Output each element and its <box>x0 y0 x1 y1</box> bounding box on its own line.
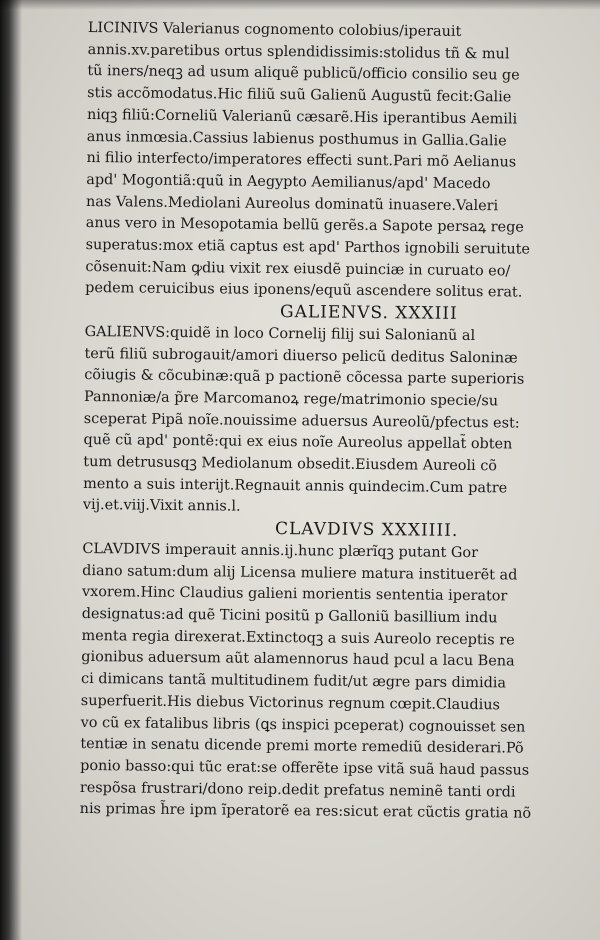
text-line: pedem ceruicibus eius iponens/equũ ascendere solitus erat. <box>85 280 523 302</box>
text-line: designatus:ad quẽ Ticini positũ p Galloniũ basillium indu <box>81 605 498 627</box>
text-line: Pannoniæ/a p̃re Marcomanoꝝ rege/matrimonio specie/su <box>83 388 499 410</box>
text-line: quẽ cũ apd' pontẽ:qui ex eius noĩe Aureolus appellat̃ obten <box>83 432 513 453</box>
text-line: vij.et.viij.Vixit annis.l. <box>82 497 241 516</box>
text-line: LICINIVS Valerianus cognomento colobius/iperauit <box>87 19 462 40</box>
page-top-shadow <box>0 0 600 10</box>
text-line: annis.xv.paretibus ortus splendidissimis:stolidus tñ & mul <box>87 41 510 63</box>
text-line: mento a suis interijt.Regnauit annis quindecim.Cum patre <box>83 475 508 497</box>
text-line: anus vero in Mesopotamia bellũ gerẽs.a Sapote persaꝝ rege <box>85 215 524 236</box>
text-line: respõsa frustrari/dono reip.dedit prefatus neminẽ tanti ordi <box>79 779 516 801</box>
text-line: tentiæ in senatu dicende premi morte remediũ desiderari.Põ <box>80 736 524 757</box>
text-line: superfuerit.His diebus Victorinus regnum cœpit.Claudius <box>80 692 500 714</box>
text-line: superatus:mox etiã captus est apd' Parthos ignobili seruitute <box>85 237 531 258</box>
text-line: apd' Mogontiã:quũ in Aegypto Aemilianus/apd' Macedo <box>86 171 491 193</box>
text-line: stis accõmodatus.Hic filiũ suũ Galienũ Augustũ fecit:Galie <box>87 85 512 106</box>
section-licinius <box>85 18 566 305</box>
text-line: gionibus aduersum aũt alamennorus haud pcul a lacu Bena <box>81 649 515 670</box>
text-line: menta regia direxerat.Extinctoqꝫ a suis Aureolo receptis re <box>81 627 515 649</box>
text-line: cõiugis & cõcubinæ:quã p pactionẽ cõcessa parte superioris <box>84 367 525 388</box>
text-line: ci dimicans tantã multitudinem fudit/ut ægre pars dimidia <box>80 671 507 692</box>
text-line: cõsenuit:Nam ꝙdiu vixit rex eiusdẽ puinciæ in curuato eo/ <box>85 258 511 280</box>
text-line: GALIENVS:quidẽ in loco Cornelij filij sui Salonianũ al <box>84 323 476 344</box>
text-line: anus inmœsia.Cassius labienus posthumus in Gallia.Galie <box>86 128 507 149</box>
text-line: terũ filiũ subrogauit/amori diuerso pelicũ deditus Saloninæ <box>84 345 518 367</box>
text-line: CLAVDIVS imperauit annis.ij.hunc plærĩqꝫ putant Gor <box>82 540 479 561</box>
section-claudius <box>80 539 561 826</box>
text-line: nas Valens.Mediolani Aureolus dominatũ inuasere.Valeri <box>85 193 499 214</box>
text-line: vo cũ ex fatalibus libris (ꝗs inspici pceperat) cognouisset sen <box>80 714 526 736</box>
text-line: tũ iners/neqꝫ ad usum aliquẽ publicũ/officio consilio seu ge <box>87 63 520 84</box>
text-line: ponio basso:qui tũc erat:se offerẽte ipse vitã suã haud passus <box>80 757 530 779</box>
text-line: tum detrususqꝫ Mediolanum obsedit.Eiusdem Aureoli cõ <box>83 454 498 475</box>
text-line: sceperat Pipã noĩe.nouissime aduersus Aureolũ/pfectus est: <box>83 410 520 432</box>
text-line: nis primas h̃re ipm ĩperatorẽ ea res:sicut erat cũctis gratia nõ <box>79 801 532 822</box>
text-line: vxorem.Hinc Claudius galieni morientis sententia iperator <box>81 584 508 605</box>
page-binding-shadow <box>0 0 22 940</box>
text-line: ni filio interfecto/imperatores effecti sunt.Pari mõ Aelianus <box>86 150 517 171</box>
section-heading-galienus: GALIENVS. XXXIII <box>279 302 458 325</box>
text-line: diano satum:dum alij Licensa muliere matura instituerẽt ad <box>82 562 518 584</box>
text-block <box>80 18 566 826</box>
section-heading-claudius: CLAVDIVS XXXIIII. <box>274 519 459 542</box>
text-line: niqꝫ filiũ:Corneliũ Valerianũ cæsarẽ.His iperantibus Aemili <box>86 106 518 128</box>
section-galienus <box>83 322 563 522</box>
